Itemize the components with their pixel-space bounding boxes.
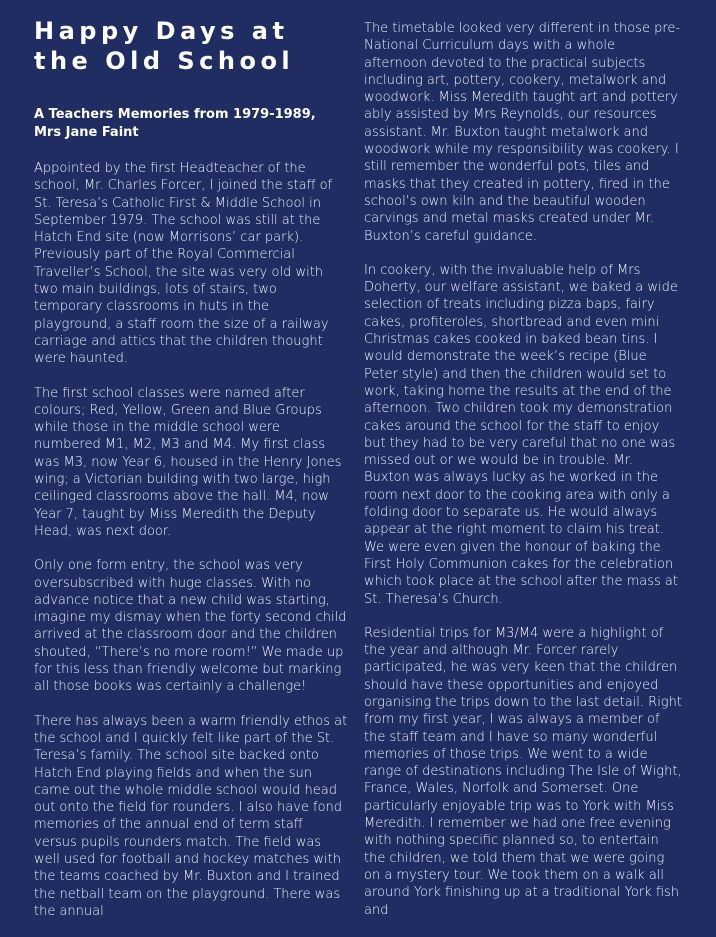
paragraph: There has always been a warm friendly ethos at the school and I quickly felt like part of the St. Teresa’s family. The school site backed onto Hatch End playing fields and when the sun came out the whole middle school would head out onto the field for rounders. I also have fond memories of the annual end of term staff versus pupils rounders match. The field was well used for football and hockey matches with the teams coached by Mr. Buxton and I trained the netball team on the playground. There was the annual <box>34 713 348 919</box>
left-column <box>34 0 348 937</box>
right-column <box>364 0 682 936</box>
paragraph: The timetable looked very different in those pre-National Curriculum days with a whole afternoon devoted to the practical subjects including art, pottery, cookery, metalwork and woodwork. Miss Meredith taught art and pottery ably assisted by Mrs Reynolds, our resources assistant. Mr. Buxton taught metalwork and woodwork while my responsibility was cookery. I still remember the wonderful pots, tiles and masks that they created in pottery, fired in the school’s own kiln and the beautiful wooden carvings and metal masks created under Mr. Buxton’s careful guidance. <box>364 21 681 244</box>
article-subtitle <box>34 106 348 142</box>
article-title <box>34 16 348 76</box>
paragraph: Appointed by the first Headteacher of the school, Mr. Charles Forcer, I joined the staff of St. Teresa’s Catholic First & Middle School in September 1979. The school was still at the Hatch End site (now Morrisons’ car park). Previously part of the Royal Commercial Traveller’s School, the site was very old with two main buildings, lots of stairs, two temporary classrooms in huts in the playground, a staff room the size of a railway carriage and attics that the children thought were haunted. <box>34 161 333 367</box>
subtitle-line-1: A Teachers Memories from 1979-1989, <box>34 107 316 122</box>
paragraph: The first school classes were named after colours; Red, Yellow, Green and Blue Groups while those in the middle school were numbered M1, M2, M3 and M4. My first class was M3, now Year 6, housed in the Henry Jones wing; a Victorian building with two large, high ceilinged classrooms above the hall. M4, now Year 7, taught by Miss Meredith the Deputy Head, was next door. <box>34 385 342 539</box>
title-line-2: the Old School <box>34 47 295 75</box>
paragraph: Residential trips for M3/M4 were a highlight of the year and although Mr. Forcer rarely participated, he was very keen that the children should have these opportunities and enjoyed organising the trips down to the last detail. Right from my first year, I was always a member of the staff team and I have so many wonderful memories of those trips. We went to a wide range of destinations including The Isle of Wight, France, Wales, Norfolk and Somerset. One particularly enjoyable trip was to York with Miss Meredith. I remember we had one free evening with nothing specific planned so, to entertain the children, we told them that we were going on a mystery tour. We took them on a walk all around York finishing up at a traditional York fish and <box>364 625 682 918</box>
subtitle-author: Mrs Jane Faint <box>34 125 139 140</box>
paragraph: In cookery, with the invaluable help of Mrs Doherty, our welfare assistant, we baked a wide selection of treats including pizza baps, fairy cakes, profiteroles, shortbread and even mini Christmas cakes cooked in baked bean tins. I would demonstrate the week’s recipe (Blue Peter style) and then the children would set to work, taking home the results at the end of the afternoon. Two children took my demonstration cakes around the school for the staff to enjoy but they had to be very careful that no one was missed out or we would be in trouble. Mr. Buxton was always lucky as he worked in the room next door to the cooking area with only a folding door to separate us. He would always appear at the right moment to claim his treat. We were even given the honour of baking the First Holy Communion cakes for the celebration which took place at the school after the mass at St. Theresa’s Church. <box>364 262 678 607</box>
paragraph: Only one form entry, the school was very oversubscribed with huge classes. With no advance notice that a new child was starting, imagine my dismay when the forty second child arrived at the classroom door and the children shouted, “There’s no more room!” We made up for this less than friendly welcome but marking all those books was certainly a challenge! <box>34 558 347 695</box>
title-line-1: Happy Days at <box>34 17 289 45</box>
